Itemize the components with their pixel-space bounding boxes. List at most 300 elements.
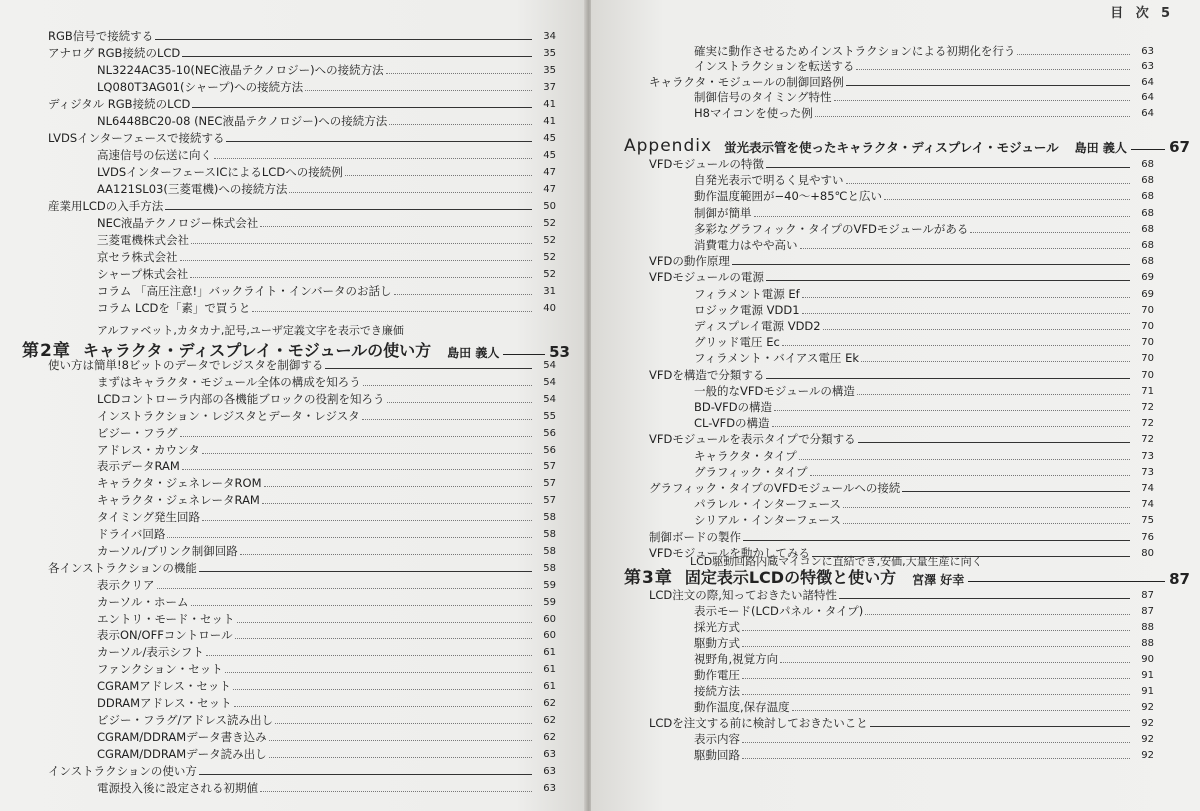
toc-leader-dots xyxy=(225,672,532,673)
toc-entry xyxy=(694,414,1154,430)
toc-leader-dots xyxy=(742,678,1130,679)
toc-page-number: 70 xyxy=(1141,304,1154,316)
toc-leader-line xyxy=(858,442,1130,443)
toc-page-number: 69 xyxy=(1141,288,1154,300)
toc-entry xyxy=(97,112,556,128)
toc-leader-dots xyxy=(363,385,532,386)
toc-entry xyxy=(97,457,556,473)
toc-entry-title: DDRAMアドレス・セット xyxy=(97,696,232,710)
toc-entry xyxy=(694,88,1154,104)
toc-leader-dots xyxy=(394,294,533,295)
toc-entry xyxy=(649,155,1154,171)
toc-page-number: 62 xyxy=(543,714,556,726)
toc-leader-line xyxy=(766,167,1130,168)
toc-entry-title: アドレス・カウンタ xyxy=(97,442,200,457)
toc-entry xyxy=(97,542,556,558)
toc-entry xyxy=(97,728,556,744)
toc-entry-title: グリッド電圧 Ec xyxy=(694,335,780,350)
toc-leader-dots xyxy=(202,520,532,521)
toc-page-number: 58 xyxy=(543,545,556,557)
toc-entry xyxy=(97,214,556,230)
running-head-page-number: 5 xyxy=(1160,6,1174,21)
toc-entry-title: RGB信号で接続する xyxy=(48,29,154,43)
toc-page-number: 62 xyxy=(543,731,556,743)
toc-leader-line xyxy=(165,209,532,210)
toc-page-number: 57 xyxy=(543,461,556,473)
toc-leader-dots xyxy=(774,410,1130,411)
toc-leader-dots xyxy=(180,260,533,261)
toc-page-number: 92 xyxy=(1141,750,1154,761)
toc-page-number: 64 xyxy=(1141,107,1154,119)
toc-page-number: 64 xyxy=(1141,76,1154,88)
toc-entry xyxy=(694,382,1154,398)
toc-entry xyxy=(97,491,556,507)
toc-entry-title: 接続方法 xyxy=(694,684,740,698)
toc-entry-title: VFDモジュールの特徴 xyxy=(649,157,764,171)
toc-entry xyxy=(48,44,556,60)
toc-entry-title: キャラクタ・ジェネレータRAM xyxy=(97,493,260,508)
toc-leader-dots xyxy=(387,402,532,403)
toc-entry xyxy=(97,779,556,795)
toc-entry-title: LQ080T3AG01(シャープ)への接続方法 xyxy=(97,80,304,94)
toc-entry-title: コラム 「高圧注意!」バックライト・インバータのお話し xyxy=(97,284,392,298)
toc-entry-title: VFDモジュールの電源 xyxy=(649,270,764,285)
toc-entry xyxy=(694,285,1154,301)
toc-page-number: 58 xyxy=(543,512,556,524)
toc-entry xyxy=(97,231,556,247)
toc-leader-dots xyxy=(802,297,1130,298)
toc-leader-dots xyxy=(861,361,1130,362)
toc-page-number: 70 xyxy=(1141,353,1154,365)
toc-leader-dots xyxy=(275,723,532,724)
toc-leader-dots xyxy=(815,116,1130,117)
toc-entry-title: VFDの動作原理 xyxy=(649,254,730,269)
toc-leader-dots xyxy=(754,216,1131,217)
toc-entry-title: タイミング発生回路 xyxy=(97,510,201,525)
toc-page-number: 68 xyxy=(1141,191,1154,203)
toc-entry-title: LCDコントローラ内部の各機能ブロックの役割を知ろう xyxy=(97,391,385,406)
toc-page-number: 68 xyxy=(1141,207,1154,219)
toc-leader-line xyxy=(812,556,1130,557)
toc-leader-line xyxy=(839,598,1130,599)
toc-page-number: 74 xyxy=(1141,483,1154,494)
toc-entry-title: 一般的なVFDモジュールの構造 xyxy=(694,383,855,398)
toc-entry-title: グラフィック・タイプのVFDモジュールへの接続 xyxy=(649,481,901,495)
toc-leader-dots xyxy=(157,588,533,589)
running-head-label: 目 次 xyxy=(1110,6,1153,21)
chapter3-heading xyxy=(624,566,1190,588)
toc-page-number: 92 xyxy=(1141,718,1154,729)
toc-entry-title: カーソル/表示シフト xyxy=(97,645,204,660)
toc-entry xyxy=(694,42,1154,58)
toc-entry xyxy=(97,61,556,77)
chapter2-catchphrase: アルファベット,カタカナ,記号,ユーザ定義文字を表示でき廉価 xyxy=(97,324,404,337)
toc-leader-dots xyxy=(362,419,532,420)
toc-entry xyxy=(694,317,1154,333)
toc-entry-title: 表示モード(LCDパネル・タイプ) xyxy=(694,604,864,618)
toc-entry xyxy=(97,424,556,440)
toc-entry xyxy=(694,682,1154,698)
toc-entry xyxy=(694,349,1154,365)
toc-leader-line xyxy=(732,264,1130,265)
toc-entry-title: 駆動回路 xyxy=(694,748,740,762)
toc-page-number: 90 xyxy=(1141,654,1154,665)
toc-entry xyxy=(97,711,556,727)
toc-entry xyxy=(649,268,1154,284)
toc-entry xyxy=(97,373,556,389)
toc-page-number: 63 xyxy=(543,782,556,794)
toc-page-number: 70 xyxy=(1141,321,1154,332)
toc-page-number: 80 xyxy=(1141,547,1154,559)
toc-leader-dots xyxy=(269,740,532,741)
toc-entry-title: コラム LCDを「素」で買うと xyxy=(97,301,251,315)
toc-page-number: 72 xyxy=(1141,418,1154,430)
toc-page-number: 60 xyxy=(543,613,556,625)
toc-entry-title: カーソル・ホーム xyxy=(97,594,189,609)
toc-entry xyxy=(48,95,556,111)
toc-entry-title: アナログ RGB接続のLCD xyxy=(48,46,181,60)
toc-entry-title: パラレル・インターフェース xyxy=(694,497,842,512)
toc-entry-title: VFDモジュールを動かしてみる xyxy=(649,545,810,560)
toc-entry xyxy=(97,508,556,524)
toc-entry xyxy=(97,626,556,642)
toc-leader-dots xyxy=(834,100,1130,101)
chapter3-rule xyxy=(968,581,1165,582)
toc-entry xyxy=(649,586,1154,602)
left-page xyxy=(0,0,586,811)
toc-page-number: 88 xyxy=(1141,638,1154,649)
toc-leader-dots xyxy=(289,192,532,193)
toc-entry-title: ビジー・フラグ/アドレス読み出し xyxy=(97,712,274,727)
toc-page-number: 63 xyxy=(1141,46,1154,57)
toc-leader-dots xyxy=(884,199,1130,200)
toc-page-number: 52 xyxy=(543,252,556,263)
toc-entry-title: 表示データRAM xyxy=(97,459,180,474)
toc-entry xyxy=(694,301,1154,317)
toc-entry-title: 表示内容 xyxy=(694,732,740,746)
toc-entry-title: LCDを注文する前に検討しておきたいこと xyxy=(649,716,868,730)
toc-entry xyxy=(694,236,1154,252)
toc-entry-title: CGRAM/DDRAMデータ読み出し xyxy=(97,746,267,761)
toc-entry xyxy=(97,643,556,659)
toc-entry xyxy=(649,479,1154,495)
toc-page-number: 91 xyxy=(1141,686,1154,697)
toc-entry-title: インストラクションを転送する xyxy=(694,59,855,74)
toc-entry-title: LCD注文の際,知っておきたい諸特性 xyxy=(649,588,837,602)
toc-entry-title: NL6448BC20-08 (NEC液晶テクノロジー)への接続方法 xyxy=(97,114,388,128)
toc-leader-dots xyxy=(802,313,1130,314)
toc-leader-line xyxy=(870,726,1130,727)
toc-entry-title: VFDモジュールを表示タイプで分類する xyxy=(649,432,856,447)
toc-leader-dots xyxy=(843,507,1130,508)
toc-entry-title: 動作温度,保存温度 xyxy=(694,700,790,714)
toc-entry xyxy=(694,495,1154,511)
toc-entry xyxy=(649,544,1154,560)
toc-page-number: 45 xyxy=(543,150,556,161)
toc-page-number: 45 xyxy=(543,133,556,144)
toc-page-number: 71 xyxy=(1141,385,1154,397)
toc-entry xyxy=(694,447,1154,463)
toc-page-number: 68 xyxy=(1141,175,1154,187)
toc-leader-dots xyxy=(206,655,532,656)
toc-entry-title: インストラクション・レジスタとデータ・レジスタ xyxy=(97,408,360,423)
toc-page-number: 37 xyxy=(543,82,556,93)
toc-page-number: 54 xyxy=(543,376,556,388)
toc-page-number: 76 xyxy=(1141,531,1154,543)
toc-entry xyxy=(694,204,1154,220)
toc-leader-line xyxy=(226,141,532,142)
toc-page-number: 57 xyxy=(543,478,556,490)
toc-page-number: 52 xyxy=(543,235,556,246)
toc-page-number: 60 xyxy=(543,630,556,642)
toc-entry xyxy=(649,714,1154,730)
toc-page-number: 41 xyxy=(543,116,556,127)
toc-leader-dots xyxy=(182,469,532,470)
toc-entry xyxy=(97,390,556,406)
toc-entry-title: 使い方は簡単!8ビットのデータでレジスタを制御する xyxy=(48,358,324,372)
toc-entry xyxy=(97,694,556,710)
toc-entry-title: 表示ON/OFFコントロール xyxy=(97,628,233,643)
toc-entry xyxy=(694,698,1154,714)
toc-entry-title: 多彩なグラフィック・タイプのVFDモジュールがある xyxy=(694,221,969,236)
toc-entry xyxy=(48,762,556,778)
toc-leader-line xyxy=(199,571,532,572)
toc-entry-title: H8マイコンを使った例 xyxy=(694,105,813,120)
toc-leader-dots xyxy=(386,73,532,74)
toc-entry xyxy=(97,576,556,592)
toc-leader-dots xyxy=(191,243,532,244)
toc-entry-title: 視野角,視覚方向 xyxy=(694,652,779,666)
toc-leader-line xyxy=(192,107,532,108)
toc-entry xyxy=(97,441,556,457)
toc-entry xyxy=(48,27,556,43)
toc-leader-dots xyxy=(191,605,532,606)
toc-entry-title: キャラクタ・ジェネレータROM xyxy=(97,476,262,491)
toc-entry-title: NL3224AC35-10(NEC液晶テクノロジー)への接続方法 xyxy=(97,63,384,77)
toc-leader-dots xyxy=(799,459,1130,460)
toc-leader-dots xyxy=(742,646,1130,647)
chapter3-catchphrase: LCD駆動回路内蔵マイコンに直結でき,安価,大量生産に向く xyxy=(690,555,983,568)
toc-leader-line xyxy=(743,540,1130,541)
toc-page-number: 56 xyxy=(543,427,556,439)
toc-entry xyxy=(694,57,1154,73)
toc-entry xyxy=(694,602,1154,618)
toc-entry xyxy=(97,265,556,281)
toc-page-number: 61 xyxy=(543,647,556,659)
toc-entry-title: 消費電力はやや高い xyxy=(694,238,798,252)
toc-page-number: 35 xyxy=(543,48,556,59)
toc-leader-dots xyxy=(167,537,532,538)
toc-entry-title: 産業用LCDの入手方法 xyxy=(48,199,164,213)
toc-entry-title: CGRAM/DDRAMデータ書き込み xyxy=(97,729,267,744)
toc-entry-title: CL-VFDの構造 xyxy=(694,416,770,431)
toc-page-number: 52 xyxy=(543,269,556,280)
toc-leader-line xyxy=(325,368,532,369)
toc-entry xyxy=(97,610,556,626)
toc-leader-line xyxy=(182,56,532,57)
toc-entry xyxy=(97,180,556,196)
chapter2-title: キャラクタ・ディスプレイ・モジュールの使い方 xyxy=(82,341,432,360)
toc-entry xyxy=(694,634,1154,650)
toc-leader-dots xyxy=(792,710,1130,711)
toc-leader-dots xyxy=(214,158,532,159)
toc-leader-dots xyxy=(262,503,532,504)
toc-entry xyxy=(97,163,556,179)
toc-leader-dots xyxy=(780,662,1130,663)
toc-entry-title: 三菱電機株式会社 xyxy=(97,233,189,247)
toc-page-number: 62 xyxy=(543,698,556,709)
toc-entry-title: ディスプレイ電源 VDD2 xyxy=(694,319,821,333)
chapter3-title: 固定表示LCDの特徴と使い方 xyxy=(684,568,897,587)
chapter3-label: 第3章 xyxy=(624,568,673,588)
toc-page-number: 87 xyxy=(1141,590,1154,601)
toc-entry xyxy=(97,525,556,541)
toc-leader-line xyxy=(155,39,532,40)
toc-page-number: 63 xyxy=(1141,61,1154,73)
toc-entry-title: 動作電圧 xyxy=(694,668,740,682)
toc-entry-title: シリアル・インターフェース xyxy=(694,513,841,528)
toc-entry xyxy=(97,660,556,676)
toc-entry xyxy=(694,650,1154,666)
toc-leader-dots xyxy=(252,311,532,312)
appendix-title: 蛍光表示管を使ったキャラクタ・ディスプレイ・モジュール xyxy=(724,140,1059,155)
toc-entry xyxy=(694,333,1154,349)
toc-entry-title: 制御ボードの製作 xyxy=(649,529,741,544)
toc-entry xyxy=(97,677,556,693)
toc-page-number: 59 xyxy=(543,579,556,591)
toc-page-number: 74 xyxy=(1141,499,1154,511)
toc-entry-title: 自発光表示で明るく見やすい xyxy=(694,173,844,188)
toc-page-number: 87 xyxy=(1141,606,1154,617)
toc-entry-title: 制御信号のタイミング特性 xyxy=(694,90,832,105)
chapter2-author: 島田 義人 xyxy=(447,346,500,360)
toc-page-number: 92 xyxy=(1141,702,1154,713)
toc-page-number: 47 xyxy=(543,184,556,195)
toc-entry xyxy=(649,73,1154,89)
toc-entry xyxy=(48,197,556,213)
toc-entry-title: シャープ株式会社 xyxy=(97,267,189,281)
toc-page-number: 58 xyxy=(543,529,556,540)
toc-page-number: 68 xyxy=(1141,256,1154,268)
toc-entry-title: キャラクタ・モジュールの制御回路例 xyxy=(649,74,844,89)
toc-leader-dots xyxy=(234,706,532,707)
toc-page-number: 72 xyxy=(1141,402,1154,413)
toc-page-number: 69 xyxy=(1141,272,1154,284)
toc-entry-title: 表示クリア xyxy=(97,577,155,592)
toc-entry xyxy=(694,463,1154,479)
toc-page-number: 70 xyxy=(1141,337,1154,349)
appendix-page: 67 xyxy=(1169,138,1190,156)
toc-entry xyxy=(97,248,556,264)
toc-leader-dots xyxy=(742,758,1130,759)
toc-page-number: 55 xyxy=(543,410,556,422)
toc-page-number: 63 xyxy=(543,748,556,760)
toc-leader-line xyxy=(766,378,1130,379)
toc-entry xyxy=(97,474,556,490)
chapter2-page: 53 xyxy=(549,343,570,361)
toc-entry xyxy=(97,745,556,761)
toc-leader-dots xyxy=(856,69,1130,70)
toc-entry-title: グラフィック・タイプ xyxy=(694,464,808,479)
toc-leader-dots xyxy=(772,426,1130,427)
toc-leader-dots xyxy=(823,329,1130,330)
toc-page-number: 73 xyxy=(1141,450,1154,462)
toc-page-number: 63 xyxy=(543,765,556,777)
chapter3-page: 87 xyxy=(1169,570,1190,588)
toc-entry xyxy=(97,407,556,423)
toc-leader-dots xyxy=(810,475,1130,476)
toc-leader-dots xyxy=(235,638,532,639)
toc-leader-line xyxy=(902,491,1130,492)
toc-entry-title: フィラメント電源 Ef xyxy=(694,286,800,301)
toc-page-number: 73 xyxy=(1141,466,1154,478)
toc-entry-title: VFDを構造で分類する xyxy=(649,367,765,382)
running-head xyxy=(1110,2,1174,21)
toc-page-number: 58 xyxy=(543,562,556,574)
toc-entry-title: ドライバ回路 xyxy=(97,527,166,541)
toc-entry-title: インストラクションの使い方 xyxy=(48,763,197,778)
toc-entry xyxy=(97,282,556,298)
toc-entry xyxy=(97,593,556,609)
appendix-rule xyxy=(1131,149,1165,150)
toc-entry xyxy=(48,559,556,575)
toc-page-number: 61 xyxy=(543,664,556,676)
toc-entry xyxy=(97,78,556,94)
toc-page-number: 68 xyxy=(1141,240,1154,251)
chapter2-rule xyxy=(503,354,545,355)
toc-leader-dots xyxy=(970,232,1130,233)
toc-leader-dots xyxy=(237,622,532,623)
toc-page-number: 64 xyxy=(1141,92,1154,104)
toc-entry-title: LVDSインターフェースICによるLCDへの接続例 xyxy=(97,165,343,179)
toc-page-number: 54 xyxy=(543,393,556,405)
toc-leader-dots xyxy=(233,689,532,690)
toc-leader-dots xyxy=(180,436,533,437)
toc-entry xyxy=(694,187,1154,203)
toc-leader-dots xyxy=(260,791,532,792)
toc-leader-dots xyxy=(843,523,1130,524)
toc-page-number: 75 xyxy=(1141,515,1154,527)
toc-leader-line xyxy=(199,774,532,775)
toc-entry xyxy=(97,299,556,315)
toc-entry-title: NEC液晶テクノロジー株式会社 xyxy=(97,216,259,230)
toc-leader-dots xyxy=(742,742,1130,743)
toc-leader-dots xyxy=(260,226,532,227)
toc-entry-title: 高速信号の伝送に向く xyxy=(97,148,212,162)
toc-leader-dots xyxy=(389,124,532,125)
toc-leader-line xyxy=(846,85,1130,86)
toc-entry xyxy=(48,356,556,372)
toc-page-number: 68 xyxy=(1141,223,1154,235)
toc-entry xyxy=(694,511,1154,527)
toc-entry-title: AA121SL03(三菱電機)への接続方法 xyxy=(97,182,288,196)
toc-entry-title: 京セラ株式会社 xyxy=(97,250,178,264)
toc-entry xyxy=(694,171,1154,187)
toc-entry-title: ビジー・フラグ xyxy=(97,425,178,440)
appendix-heading xyxy=(624,134,1190,156)
toc-leader-dots xyxy=(782,345,1130,346)
toc-leader-dots xyxy=(846,183,1131,184)
toc-leader-dots xyxy=(190,277,532,278)
toc-page-number: 91 xyxy=(1141,670,1154,681)
toc-page-number: 52 xyxy=(543,218,556,229)
toc-page-number: 57 xyxy=(543,495,556,507)
toc-entry-title: CGRAMアドレス・セット xyxy=(97,679,231,694)
toc-leader-line xyxy=(766,280,1130,281)
toc-page-number: 40 xyxy=(543,303,556,314)
toc-entry-title: 確実に動作させるためインストラクションによる初期化を行う xyxy=(694,44,1016,58)
toc-entry xyxy=(649,430,1154,446)
